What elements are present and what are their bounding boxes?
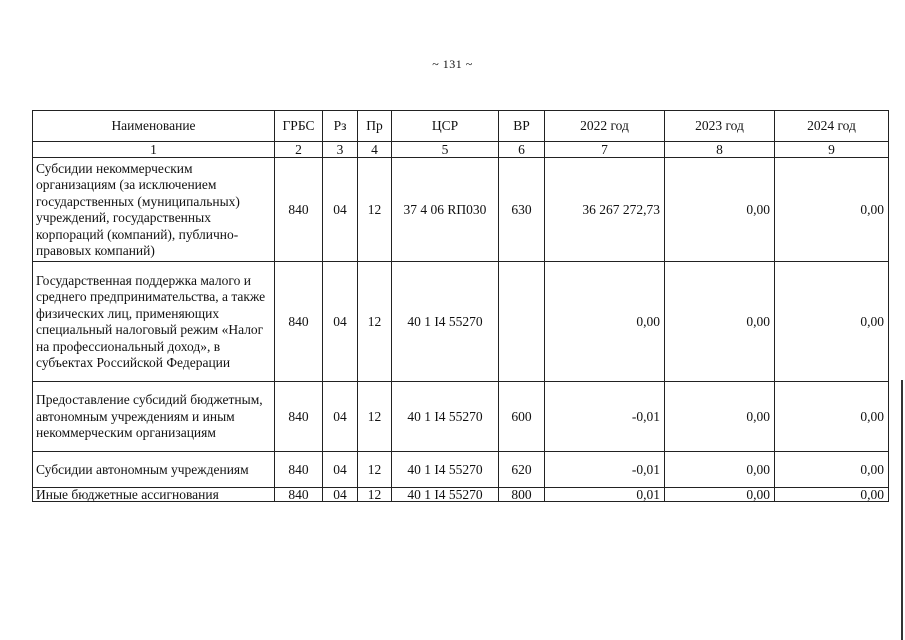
column-number: 6: [499, 142, 545, 158]
header-name: Наименование: [33, 111, 275, 142]
row-grbs: 840: [275, 158, 323, 262]
row-rz: 04: [323, 452, 358, 488]
row-rz: 04: [323, 262, 358, 382]
row-pr: 12: [358, 452, 392, 488]
column-number-row: [33, 142, 889, 158]
row-2023: 0,00: [665, 452, 775, 488]
row-grbs: 840: [275, 262, 323, 382]
row-2024: 0,00: [775, 382, 889, 452]
row-2024: 0,00: [775, 488, 889, 502]
table-row: [33, 158, 889, 262]
row-2024: 0,00: [775, 452, 889, 488]
header-2024: 2024 год: [775, 111, 889, 142]
header-row: [33, 111, 889, 142]
row-csr: 40 1 I4 55270: [392, 262, 499, 382]
row-2024: 0,00: [775, 158, 889, 262]
row-csr: 40 1 I4 55270: [392, 488, 499, 502]
row-2023: 0,00: [665, 488, 775, 502]
row-name: Субсидии автономным учреждениям: [33, 452, 275, 488]
row-name: Предоставление субсидий бюджетным, автономным учреждениям и иным некоммерческим организациям: [33, 382, 275, 452]
row-rz: 04: [323, 382, 358, 452]
row-csr: 40 1 I4 55270: [392, 382, 499, 452]
row-vr: 800: [499, 488, 545, 502]
header-vr: ВР: [499, 111, 545, 142]
row-vr: 620: [499, 452, 545, 488]
column-number: 5: [392, 142, 499, 158]
row-2024: 0,00: [775, 262, 889, 382]
row-csr: 40 1 I4 55270: [392, 452, 499, 488]
row-grbs: 840: [275, 488, 323, 502]
table-row: [33, 452, 889, 488]
column-number: 2: [275, 142, 323, 158]
table-row: [33, 488, 889, 502]
row-vr: 630: [499, 158, 545, 262]
row-rz: 04: [323, 488, 358, 502]
row-2022: 0,00: [545, 262, 665, 382]
table-row: [33, 262, 889, 382]
row-pr: 12: [358, 382, 392, 452]
row-name: Иные бюджетные ассигнования: [33, 488, 275, 502]
row-rz: 04: [323, 158, 358, 262]
column-number: 9: [775, 142, 889, 158]
row-pr: 12: [358, 262, 392, 382]
table-row: [33, 382, 889, 452]
row-2022: -0,01: [545, 382, 665, 452]
header-pr: Пр: [358, 111, 392, 142]
page-number: ~ 131 ~: [432, 57, 473, 71]
row-name: Государственная поддержка малого и среднего предпринимательства, а также физических лиц, применяющих специальный налоговый режим «Налог на профессиональный доход», в субъектах Российской Федерации: [33, 262, 275, 382]
header-2022: 2022 год: [545, 111, 665, 142]
row-2022: -0,01: [545, 452, 665, 488]
row-2022: 0,01: [545, 488, 665, 502]
row-2023: 0,00: [665, 158, 775, 262]
row-grbs: 840: [275, 452, 323, 488]
scan-edge-line: [901, 380, 903, 640]
budget-table: [32, 110, 889, 502]
row-2023: 0,00: [665, 262, 775, 382]
row-2022: 36 267 272,73: [545, 158, 665, 262]
column-number: 1: [33, 142, 275, 158]
column-number: 3: [323, 142, 358, 158]
row-pr: 12: [358, 488, 392, 502]
header-grbs: ГРБС: [275, 111, 323, 142]
row-grbs: 840: [275, 382, 323, 452]
row-name: Субсидии некоммерческим организациям (за исключением государственных (муниципальных) учреждений, государственных корпораций (компаний), публично-правовых компаний): [33, 158, 275, 262]
budget-table-container: [32, 110, 888, 502]
row-pr: 12: [358, 158, 392, 262]
column-number: 4: [358, 142, 392, 158]
row-vr: [499, 262, 545, 382]
header-rz: Рз: [323, 111, 358, 142]
column-number: 7: [545, 142, 665, 158]
row-2023: 0,00: [665, 382, 775, 452]
row-csr: 37 4 06 RП030: [392, 158, 499, 262]
header-csr: ЦСР: [392, 111, 499, 142]
row-vr: 600: [499, 382, 545, 452]
column-number: 8: [665, 142, 775, 158]
header-2023: 2023 год: [665, 111, 775, 142]
